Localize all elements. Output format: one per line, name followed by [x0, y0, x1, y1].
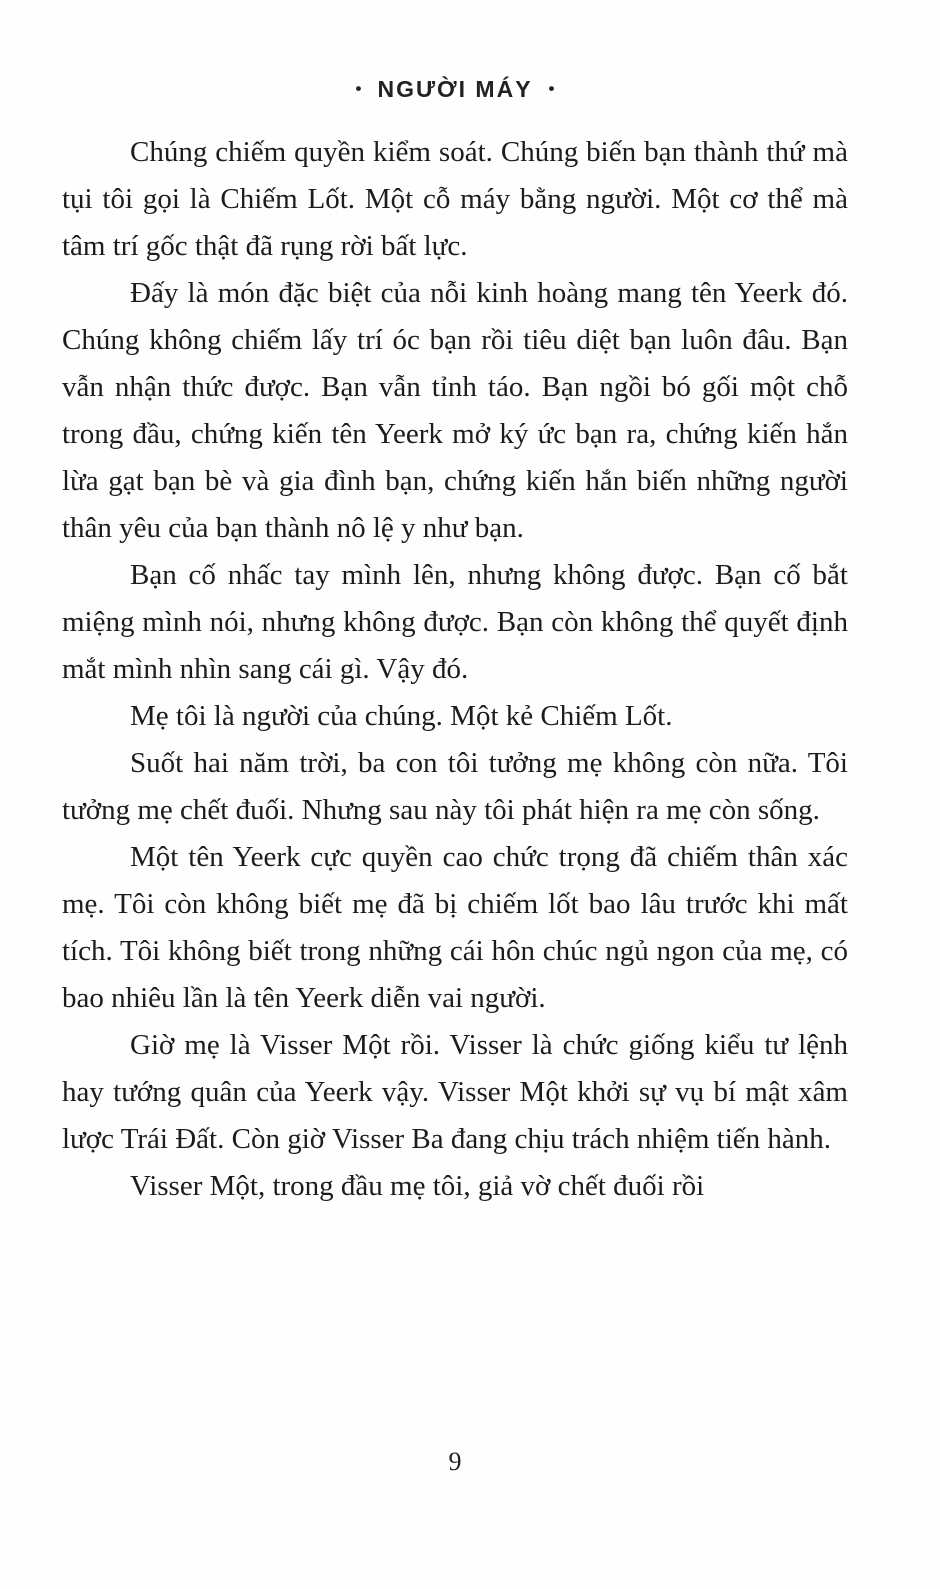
- paragraph: Chúng chiếm quyền kiểm soát. Chúng biến bạn thành thứ mà tụi tôi gọi là Chiếm Lốt. Một cỗ máy bằng người. Một cơ thể mà tâm trí gốc thật đã rụng rời bất lực.: [62, 136, 848, 262]
- paragraph: Mẹ tôi là người của chúng. Một kẻ Chiếm Lốt.: [130, 700, 673, 732]
- page-number: 9: [448, 1447, 462, 1476]
- running-header: [62, 76, 848, 103]
- paragraph: Đấy là món đặc biệt của nỗi kinh hoàng mang tên Yeerk đó. Chúng không chiếm lấy trí óc bạn rồi tiêu diệt bạn luôn đâu. Bạn vẫn nhận thức được. Bạn vẫn tỉnh táo. Bạn ngồi bó gối một chỗ trong đầu, chứng kiến tên Yeerk mở ký ức bạn ra, chứng kiến hắn lừa gạt bạn bè và gia đình bạn, chứng kiến hắn biến những người thân yêu của bạn thành nô lệ y như bạn.: [62, 277, 848, 544]
- header-bullet-right-icon: •: [548, 78, 555, 98]
- page-header-title: NGƯỜI MÁY: [377, 76, 533, 102]
- header-bullet-left-icon: •: [355, 78, 362, 98]
- paragraph: Bạn cố nhấc tay mình lên, nhưng không được. Bạn cố bắt miệng mình nói, nhưng không được. Bạn còn không thể quyết định mắt mình nhìn sang cái gì. Vậy đó.: [62, 559, 848, 685]
- paragraph: Visser Một, trong đầu mẹ tôi, giả vờ chết đuối rồi: [130, 1170, 705, 1202]
- paragraph: Một tên Yeerk cực quyền cao chức trọng đã chiếm thân xác mẹ. Tôi còn không biết mẹ đã bị chiếm lốt bao lâu trước khi mất tích. Tôi không biết trong những cái hôn chúc ngủ ngon của mẹ, có bao nhiêu lần là tên Yeerk diễn vai người.: [62, 841, 848, 1014]
- paragraph: Suốt hai năm trời, ba con tôi tưởng mẹ không còn nữa. Tôi tưởng mẹ chết đuối. Nhưng sau này tôi phát hiện ra mẹ còn sống.: [62, 747, 848, 826]
- body-text: [62, 129, 848, 1210]
- paragraph: Giờ mẹ là Visser Một rồi. Visser là chức giống kiểu tư lệnh hay tướng quân của Yeerk vậy. Visser Một khởi sự vụ bí mật xâm lược Trái Đất. Còn giờ Visser Ba đang chịu trách nhiệm tiến hành.: [62, 1029, 848, 1155]
